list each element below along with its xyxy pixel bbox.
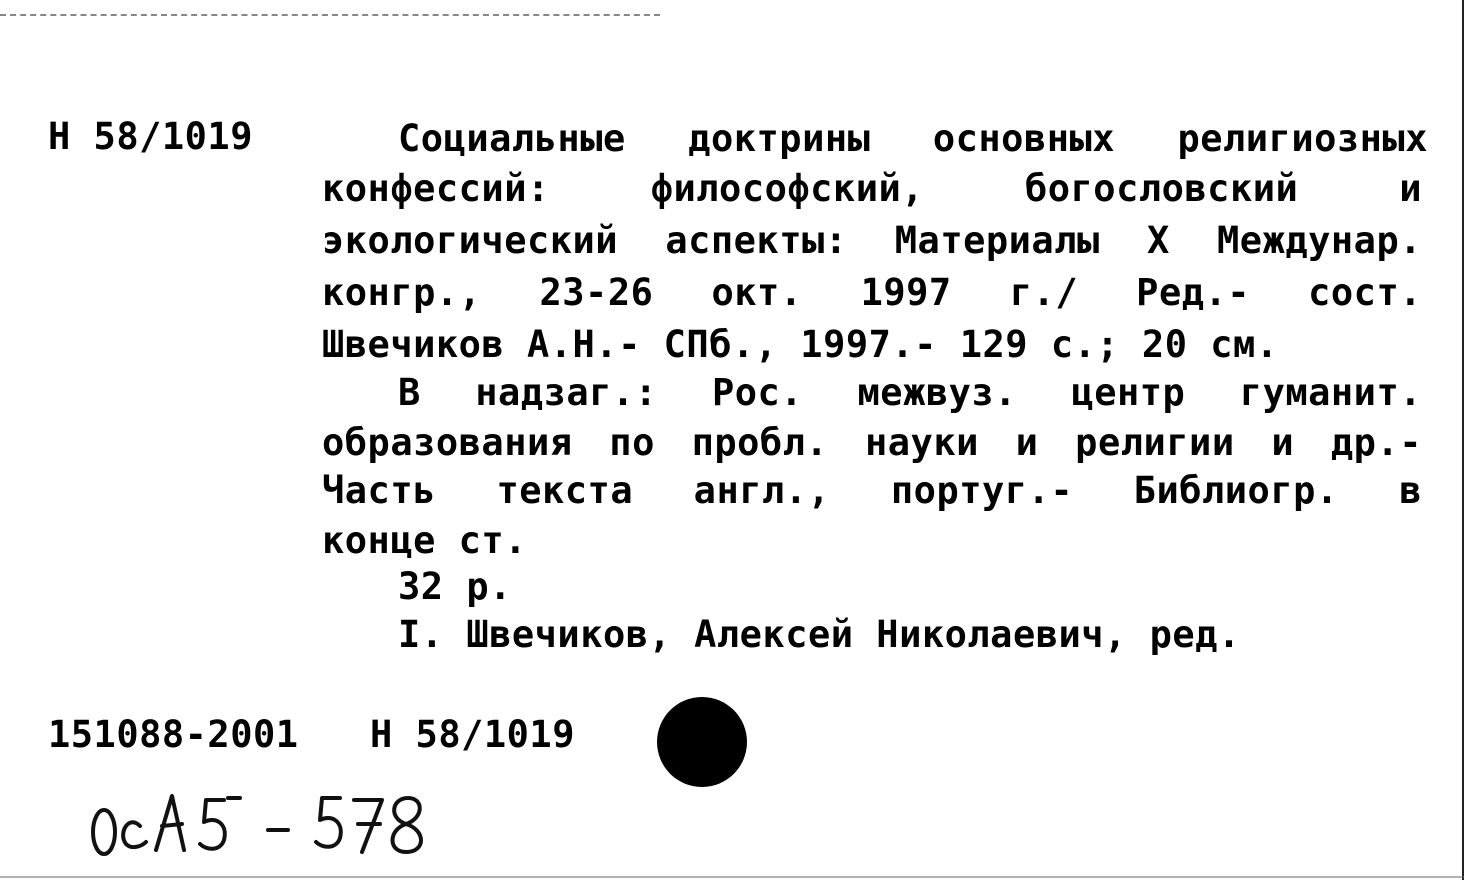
note-line-2: образования по пробл. науки и религии и др.-: [322, 421, 1422, 464]
shelfmark: Н 58/1019: [48, 115, 253, 158]
punch-hole-icon: [656, 696, 748, 788]
description-line-4: конгр., 23-26 окт. 1997 г./ Ред.- сост.: [322, 271, 1422, 314]
bottom-shelfmark: Н 58/1019: [370, 713, 575, 756]
card-bottom-edge: [0, 876, 1464, 878]
description-line-5: Швечиков А.Н.- СПб., 1997.- 129 с.; 20 см.: [322, 323, 1279, 366]
description-line-3: экологический аспекты: Материалы Х Междунар.: [322, 219, 1422, 262]
note-line-4: конце ст.: [322, 519, 527, 562]
handwritten-code-signature: [88, 784, 448, 864]
description-line-2: конфессий: философский, богословский и: [322, 167, 1422, 210]
price: 32 р.: [398, 565, 512, 608]
tracing: I. Швечиков, Алексей Николаевич, ред.: [398, 613, 1241, 656]
note-line-1: В надзаг.: Рос. межвуз. центр гуманит.: [398, 371, 1422, 414]
card-top-edge: [0, 14, 660, 16]
description-line-1: Социальные доктрины основных религиозных: [398, 117, 1428, 160]
note-line-3: Часть текста англ., португ.- Библиогр. в: [322, 469, 1422, 512]
accession-number: 151088-2001: [48, 713, 299, 756]
